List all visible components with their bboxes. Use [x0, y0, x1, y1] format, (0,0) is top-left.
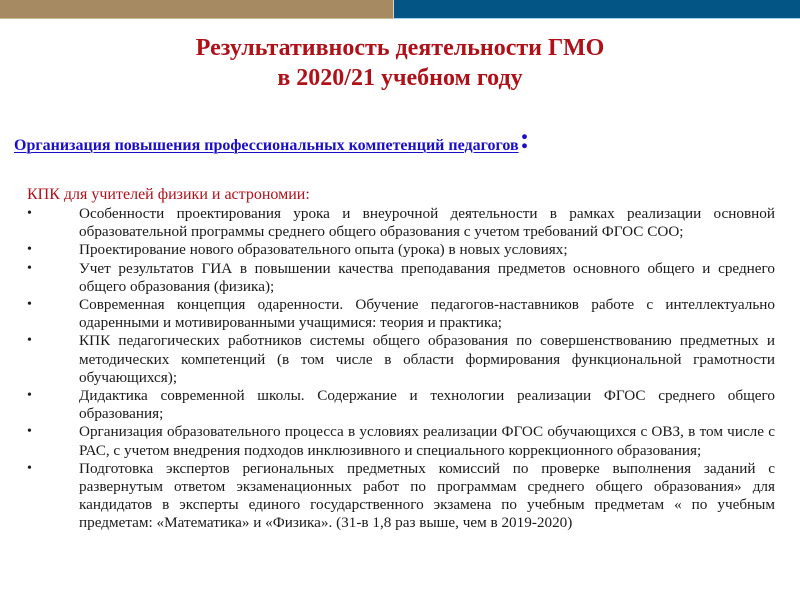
list-item: [27, 387, 775, 423]
list-item: [27, 205, 775, 241]
list-item-text: Подготовка экспертов региональных предметных комиссий по проверке выполнения заданий с развернутым ответом экзаменационных работ по программам среднего общего образования» для кандидатов в эксперты единого государственного экзамена по учебным предметам « по учебным предметам: «Математика» и «Физика». (31-в 1,8 раз выше, чем в 2019-2020): [79, 459, 775, 532]
course-list: [27, 205, 775, 533]
list-item: [27, 260, 775, 296]
section-subtitle: [14, 122, 530, 155]
bullet-icon: •: [27, 242, 32, 258]
bullet-icon: •: [27, 333, 32, 349]
content-body: [27, 186, 775, 533]
bullet-icon: •: [27, 424, 32, 440]
page-title-line-1: Результативность деятельности ГМО: [195, 35, 605, 61]
top-bar-blue-segment: [394, 0, 800, 19]
list-item: [27, 332, 775, 387]
bullet-icon: •: [27, 388, 32, 404]
bullet-icon: •: [27, 297, 32, 313]
top-bar-gold-segment: [0, 0, 393, 19]
page-title-line-2: в 2020/21 учебном году: [277, 65, 523, 91]
list-item-text: Учет результатов ГИА в повышении качества преподавания предметов основного общего и среднего общего образования (физика);: [79, 259, 775, 295]
list-item-text: Дидактика современной школы. Содержание и технологии реализации ФГОС среднего общего образования;: [79, 387, 775, 423]
bullet-icon: •: [27, 460, 32, 476]
list-item-text: Современная концепция одаренности. Обучение педагогов-наставников работе с интеллектуально одаренными и мотивированными учащимися: теория и практика;: [79, 296, 775, 332]
list-item: [27, 296, 775, 332]
list-item: [27, 460, 775, 533]
list-item: [27, 423, 775, 459]
bullet-icon: •: [27, 206, 32, 221]
top-decorative-bar: [0, 0, 800, 19]
list-item: [27, 241, 775, 259]
list-item-text: Организация образовательного процесса в условиях реализации ФГОС обучающихся с ОВЗ, в том числе с РАС, с учетом внедрения подходов инклюзивного и специального коррекционного образования;: [79, 423, 775, 459]
subtitle-link[interactable]: Организация повышения профессиональных компетенций педагогов: [14, 137, 519, 154]
list-item-text: Особенности проектирования урока и внеурочной деятельности в рамках реализации основной образовательной программы среднего общего образования с учетом требований ФГОС СОО;: [79, 205, 775, 241]
list-item-text: КПК педагогических работников системы общего образования по совершенствованию предметных и методических компетенций (в том числе в области формирования функциональной грамотности обучающихся);: [79, 332, 775, 386]
page-title: [0, 33, 800, 93]
list-item-text: Проектирование нового образовательного опыта (урока) в новых условиях;: [79, 241, 568, 259]
subtitle-colon: :: [519, 122, 530, 155]
bullet-icon: •: [27, 260, 32, 276]
section-heading: КПК для учителей физики и астрономии:: [27, 186, 310, 203]
